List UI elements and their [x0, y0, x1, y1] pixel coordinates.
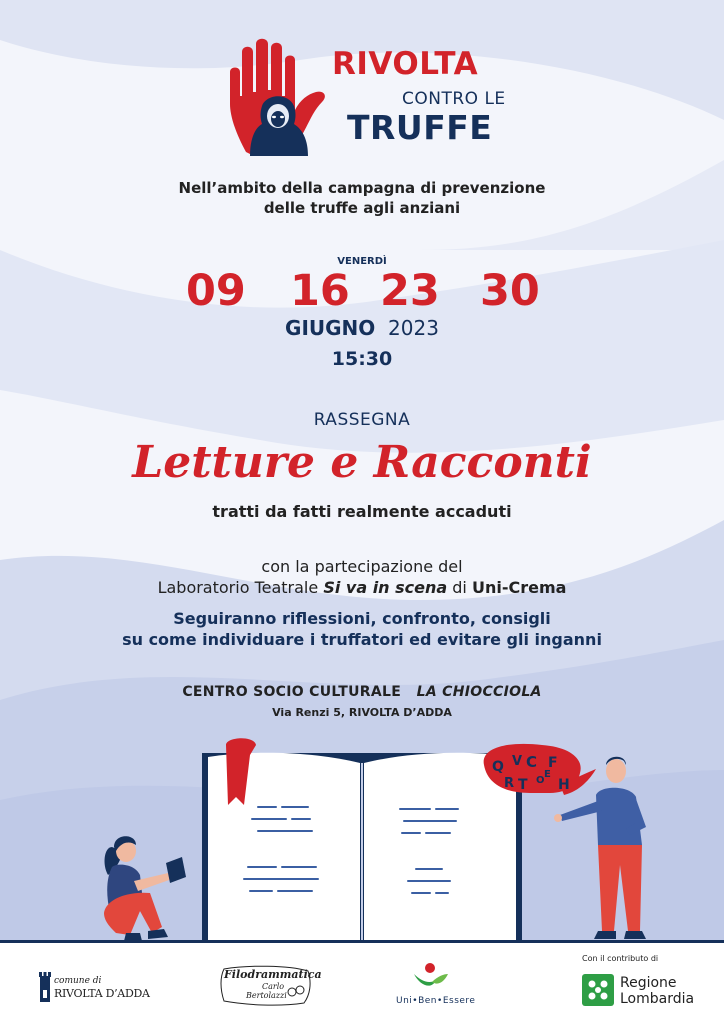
date-3: 23	[380, 266, 440, 316]
event-time: 15:30	[331, 348, 393, 370]
speech-letter-t: T	[518, 777, 528, 793]
month: GIUGNO	[285, 316, 376, 340]
event-kind: RASSEGNA	[313, 410, 411, 430]
participation-group: Si va in scena	[323, 578, 448, 597]
followup-line-2: su come individuare i truffatori ed evitare gli inganni	[122, 630, 602, 649]
footer	[0, 940, 724, 1024]
sitting-woman-figure	[104, 836, 186, 941]
date-2: 16	[290, 266, 350, 316]
speech-letter-e: E	[544, 769, 551, 780]
regione-lombardia-logo-icon	[582, 974, 614, 1006]
event-subtitle: tratti da fatti realmente accaduti	[212, 502, 512, 521]
brand-title-contro-le: CONTRO LE	[402, 89, 506, 109]
intro-line-1: Nell’ambito della campagna di prevenzione	[178, 179, 546, 197]
uni-ben-essere-logo-icon	[410, 960, 450, 992]
participation-text	[0, 556, 724, 598]
comune-small: comune di	[54, 976, 102, 986]
participation-line-2	[0, 577, 724, 598]
participation-line-1: con la partecipazione del	[261, 557, 463, 576]
venue-line	[0, 684, 724, 700]
participation-mid: di	[447, 578, 472, 597]
comune-name: RIVOLTA D’ADDA	[54, 987, 150, 1000]
followup-line-1: Seguiranno riflessioni, confronto, consigli	[173, 609, 551, 628]
regione-text-2: Lombardia	[620, 991, 695, 1007]
speech-letter-h: H	[558, 777, 570, 793]
speech-letter-f: F	[548, 755, 558, 771]
participation-prefix: Laboratorio Teatrale	[157, 578, 324, 597]
footer-divider	[0, 940, 724, 943]
intro-text	[0, 178, 724, 218]
day-label: VENERDÌ	[337, 256, 387, 267]
speech-letter-q: Q	[492, 759, 504, 775]
brand-title-rivolta: RIVOLTA	[332, 46, 479, 82]
brand-title-truffe: TRUFFE	[347, 108, 493, 147]
participation-org: Uni-Crema	[471, 578, 567, 597]
hand-logo-icon	[224, 34, 334, 160]
venue-name: LA CHIOCCIOLA	[416, 684, 542, 700]
venue-label: CENTRO SOCIO CULTURALE	[182, 684, 402, 700]
intro-line-2: delle truffe agli anziani	[263, 199, 461, 217]
filodrammatica-sub1: Carlo	[262, 982, 285, 991]
date-1: 09	[186, 266, 246, 316]
venue-address: Via Renzi 5, RIVOLTA D’ADDA	[272, 706, 452, 719]
speech-letter-o: O	[536, 775, 545, 786]
month-year	[0, 316, 724, 340]
speech-letter-c: C	[526, 753, 538, 771]
tower-icon	[38, 970, 52, 1002]
filodrammatica-sub2: Bertolazzi	[246, 991, 287, 1000]
book-illustration	[90, 735, 670, 945]
event-title: Letture e Racconti	[132, 437, 592, 488]
date-4: 30	[480, 266, 540, 316]
filodrammatica-name: Filodrammatica	[224, 968, 322, 981]
uni-ben-essere-text: Uni•Ben•Essere	[396, 996, 476, 1006]
speech-letter-r: R	[504, 776, 515, 791]
speech-letter-v: V	[512, 754, 523, 769]
year: 2023	[388, 316, 439, 340]
followup-text	[0, 608, 724, 650]
regione-text-1: Regione	[620, 975, 677, 991]
contribution-label: Con il contributo di	[582, 954, 659, 963]
